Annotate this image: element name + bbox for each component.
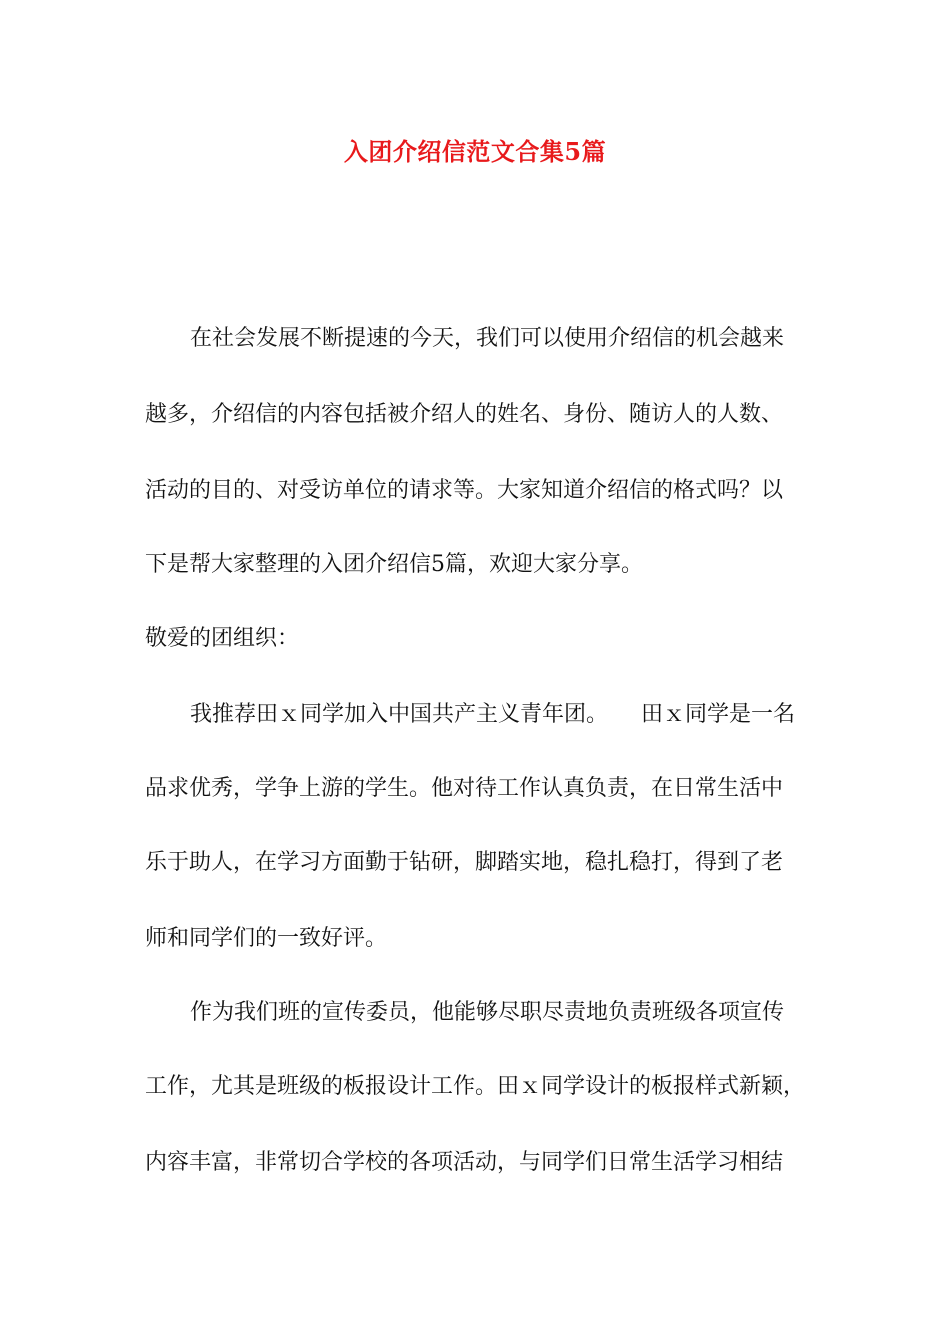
document-title: 入团介绍信范文合集5篇 (343, 137, 607, 166)
paragraph-line: 品求优秀，学争上游的学生。他对待工作认真负责，在日常生活中 (145, 776, 784, 801)
paragraph-line: 工作，尤其是班级的板报设计工作。田ｘ同学设计的板报样式新颖， (145, 1074, 806, 1099)
paragraph-line: 作为我们班的宣传委员，他能够尽职尽责地负责班级各项宣传 (190, 1000, 785, 1025)
paragraph-line: 在社会发展不断提速的今天，我们可以使用介绍信的机会越来 (190, 326, 785, 351)
paragraph-line: 下是帮大家整理的入团介绍信5篇，欢迎大家分享。 (145, 552, 643, 577)
paragraph-line: 活动的目的、对受访单位的请求等。大家知道介绍信的格式吗？以 (145, 478, 784, 503)
paragraph-line: 内容丰富，非常切合学校的各项活动，与同学们日常生活学习相结 (145, 1150, 784, 1175)
salutation-line: 敬爱的团组织： (145, 626, 300, 651)
paragraph-line: 师和同学们的一致好评。 (145, 926, 388, 951)
paragraph-line: 乐于助人，在学习方面勤于钻研，脚踏实地，稳扎稳打，得到了老 (145, 850, 784, 875)
paragraph-line: 我推荐田ｘ同学加入中国共产主义青年团。 田ｘ同学是一名 (190, 702, 796, 727)
paragraph-line: 越多，介绍信的内容包括被介绍人的姓名、身份、随访人的人数、 (145, 402, 784, 427)
